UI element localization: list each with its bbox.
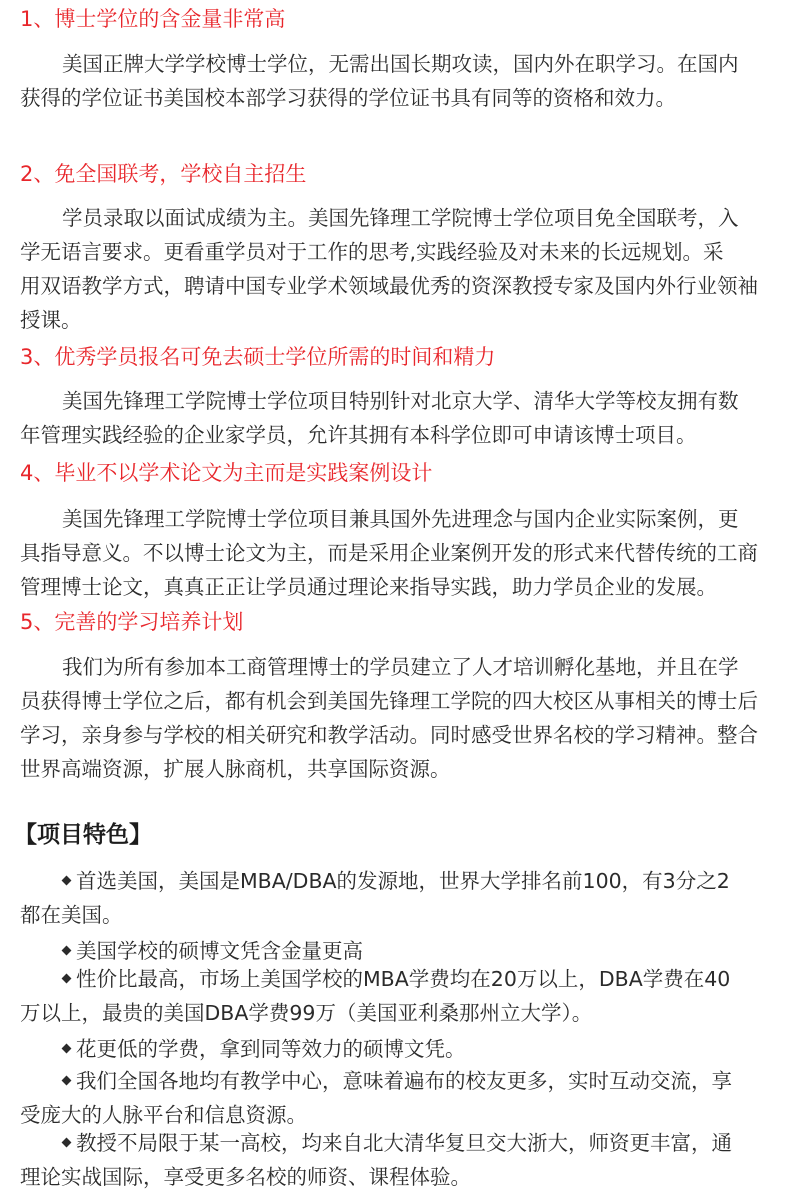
feature-line: 受庞大的人脉平台和信息资源。 — [20, 1103, 307, 1127]
section-3-paragraph — [20, 384, 780, 452]
feature-line: 都在美国。 — [20, 903, 123, 927]
diamond-bullet-icon — [62, 974, 72, 984]
diamond-bullet-icon — [62, 876, 72, 886]
paragraph-line: 学习，亲身参与学校的相关研究和教学活动。同时感受世界名校的学习精神。整合 — [20, 723, 758, 747]
feature-text: 性价比最高，市场上美国学校的MBA学费均在20万以上，DBA学费在40 — [76, 967, 731, 991]
feature-text: 花更低的学费，拿到同等效力的硕博文凭。 — [76, 1037, 466, 1061]
section-1-paragraph — [20, 47, 780, 115]
feature-line — [20, 864, 780, 898]
diamond-bullet-icon — [62, 1138, 72, 1148]
paragraph-line: 学无语言要求。更看重学员对于工作的思考,实践经验及对未来的长远规划。采 — [20, 240, 724, 264]
feature-line — [20, 1032, 780, 1066]
section-5-paragraph — [20, 650, 780, 786]
feature-line — [20, 1064, 780, 1098]
paragraph-line: 美国正牌大学学校博士学位，无需出国长期攻读，国内外在职学习。在国内 — [62, 52, 739, 76]
section-4-heading: 4、毕业不以学术论文为主而是实践案例设计 — [20, 461, 433, 485]
feature-text: 教授不局限于某一高校，均来自北大清华复旦交大浙大，师资更丰富，通 — [76, 1131, 732, 1155]
paragraph-line: 员获得博士学位之后，都有机会到美国先锋理工学院的四大校区从事相关的博士后 — [20, 689, 758, 713]
feature-line: 理论实战国际，享受更多名校的师资、课程体验。 — [20, 1165, 471, 1189]
feature-text: 我们全国各地均有教学中心，意味着遍布的校友更多，实时互动交流，享 — [76, 1069, 732, 1093]
feature-item-5 — [20, 1064, 780, 1132]
paragraph-line: 管理博士论文，真真正正让学员通过理论来指导实践，助力学员企业的发展。 — [20, 575, 717, 599]
feature-item-1 — [20, 864, 780, 932]
section-1-heading: 1、博士学位的含金量非常高 — [20, 7, 286, 31]
paragraph-line: 用双语教学方式，聘请中国专业学术领域最优秀的资深教授专家及国内外行业领袖 — [20, 274, 758, 298]
paragraph-line: 授课。 — [20, 308, 82, 332]
section-5-heading: 5、完善的学习培养计划 — [20, 610, 244, 634]
feature-line — [20, 962, 780, 996]
paragraph-line: 美国先锋理工学院博士学位项目特别针对北京大学、清华大学等校友拥有数 — [62, 389, 739, 413]
paragraph-line: 具指导意义。不以博士论文为主，而是采用企业案例开发的形式来代替传统的工商 — [20, 541, 758, 565]
feature-line — [20, 1126, 780, 1160]
section-3-heading: 3、优秀学员报名可免去硕士学位所需的时间和精力 — [20, 345, 496, 369]
feature-item-6 — [20, 1126, 780, 1194]
section-2-heading: 2、免全国联考，学校自主招生 — [20, 162, 307, 186]
paragraph-line: 世界高端资源，扩展人脉商机，共享国际资源。 — [20, 757, 451, 781]
diamond-bullet-icon — [62, 946, 72, 956]
diamond-bullet-icon — [62, 1076, 72, 1086]
section-4-paragraph — [20, 502, 780, 604]
paragraph-line: 获得的学位证书美国校本部学习获得的学位证书具有同等的资格和效力。 — [20, 86, 676, 110]
paragraph-line: 学员录取以面试成绩为主。美国先锋理工学院博士学位项目免全国联考，入 — [62, 206, 739, 230]
feature-text: 首选美国，美国是MBA/DBA的发源地，世界大学排名前100，有3分之2 — [76, 869, 730, 893]
paragraph-line: 年管理实践经验的企业家学员，允许其拥有本科学位即可申请该博士项目。 — [20, 423, 697, 447]
feature-line: 万以上，最贵的美国DBA学费99万（美国亚利桑那州立大学）。 — [20, 1001, 593, 1025]
features-title: 【项目特色】 — [14, 822, 152, 848]
feature-text: 美国学校的硕博文凭含金量更高 — [76, 939, 363, 963]
paragraph-line: 我们为所有参加本工商管理博士的学员建立了人才培训孵化基地，并且在学 — [62, 655, 739, 679]
section-2-paragraph — [20, 201, 780, 337]
feature-item-3 — [20, 962, 780, 1030]
feature-item-4 — [20, 1032, 780, 1066]
diamond-bullet-icon — [62, 1044, 72, 1054]
paragraph-line: 美国先锋理工学院博士学位项目兼具国外先进理念与国内企业实际案例，更 — [62, 507, 739, 531]
